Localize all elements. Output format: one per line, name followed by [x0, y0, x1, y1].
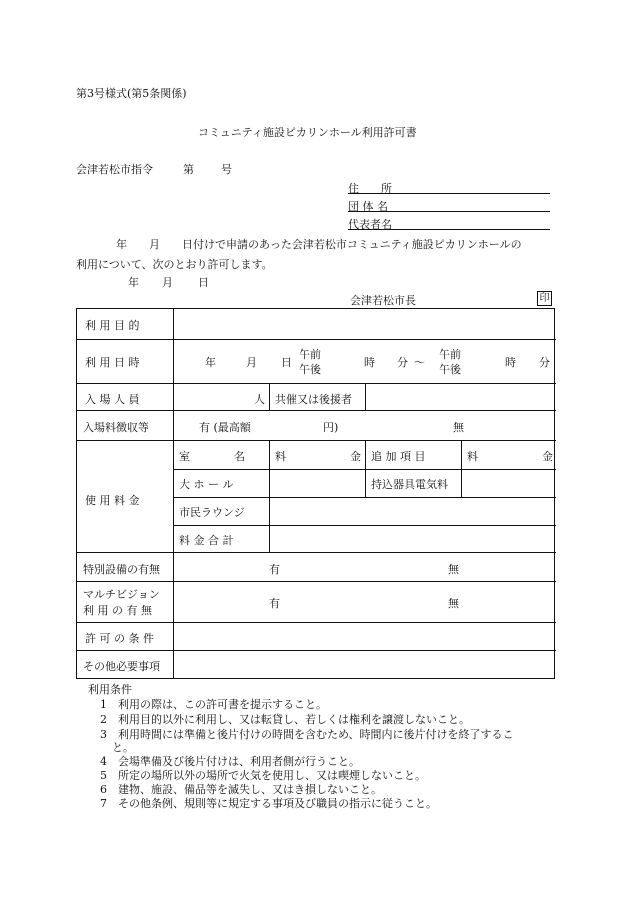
attendance-label: 入 場 人 員: [85, 393, 140, 406]
date-nen: 年: [128, 276, 139, 289]
col-divider: [269, 383, 270, 410]
purpose-label: 利 用 目 的: [85, 319, 140, 332]
total-label: 料 金 合 計: [179, 534, 234, 547]
fee-no[interactable]: 無: [453, 421, 464, 434]
col-divider: [269, 440, 270, 552]
col-divider: [365, 440, 366, 497]
usage-fee-label: 使 用 料 金: [85, 494, 140, 507]
condition-item: 5 所定の場所以外の場所で火気を使用し、又は喫煙しないこと。: [100, 769, 426, 782]
charge-header-a: 料: [275, 450, 286, 463]
condition-item: 2 利用目的以外に利用し、又は転貸し、若しくは権利を譲渡しないこと。: [100, 713, 470, 726]
datetime-nen: 年: [205, 356, 216, 369]
condition-item: 6 建物、施設、備品等を滅失し、又はき損しないこと。: [100, 783, 382, 796]
other-label: その他必要事項: [83, 660, 160, 673]
datetime-am-2: 午前: [439, 348, 461, 361]
row-divider: [77, 440, 556, 441]
row-divider: [77, 383, 556, 384]
condition-item: 4 会場準備及び後片付けは、利用者側が行うこと。: [100, 755, 360, 768]
row-divider: [77, 339, 556, 340]
document-title: コミュニティ施設ピカリンホール利用許可書: [198, 126, 417, 139]
permit-conditions-field[interactable]: [175, 624, 553, 648]
form-number: 第3号様式(第5条関係): [76, 87, 187, 100]
conditions-title: 利用条件: [88, 683, 132, 696]
datetime-fun-2: 分: [539, 356, 550, 369]
order-prefix: 会津若松市指令: [76, 163, 153, 176]
multivision-label-1: マルチビジョン: [83, 588, 160, 601]
lounge-charge-field[interactable]: [271, 499, 553, 523]
attendance-nin: 人: [254, 393, 265, 406]
order-dai: 第: [183, 163, 194, 176]
row-divider: [77, 581, 556, 582]
datetime-hi: 日: [281, 356, 292, 369]
datetime-ji-2: 時: [505, 356, 516, 369]
condition-item: 1 利用の際は、この許可書を提示すること。: [100, 698, 327, 711]
datetime-tsuki: 月: [246, 356, 257, 369]
row-divider: [173, 525, 556, 526]
body-line-2: 利用について、次のとおり許可します。: [76, 258, 273, 271]
sponsor-field[interactable]: [367, 385, 553, 408]
row-divider: [77, 552, 556, 553]
datetime-label: 利 用 日 時: [85, 356, 140, 369]
permit-conditions-label: 許 可 の 条 件: [85, 632, 154, 645]
special-no[interactable]: 無: [448, 563, 459, 576]
fee-yen: 円): [323, 421, 339, 434]
row-divider: [77, 650, 556, 651]
applicant-group-label: 団 体 名: [348, 200, 388, 213]
other-field[interactable]: [175, 652, 553, 676]
datetime-fun-1: 分: [397, 356, 408, 369]
sponsor-label: 共催又は後援者: [275, 393, 352, 406]
multivision-no[interactable]: 無: [448, 597, 459, 610]
applicant-rep-label: 代表者名: [348, 218, 392, 231]
applicant-rep-line[interactable]: [348, 229, 550, 230]
permit-table: [76, 308, 555, 679]
row-divider: [77, 410, 556, 411]
purpose-field[interactable]: [175, 311, 553, 337]
charge-header-b: 金: [350, 450, 361, 463]
datetime-kara: ～: [414, 356, 425, 369]
extra-electric: 持込器具電気料: [371, 478, 448, 491]
special-yes[interactable]: 有: [269, 563, 280, 576]
seal-stamp-box: 印: [537, 291, 552, 306]
applicant-address-line[interactable]: [348, 193, 550, 194]
extra-header: 追 加 項 目: [371, 450, 426, 463]
applicant-address-label: 住 所: [348, 182, 392, 195]
multivision-label-2: 利 用 の 有 無: [83, 604, 152, 617]
datetime-pm-2: 午後: [439, 363, 461, 376]
condition-item: と。: [112, 741, 134, 754]
special-label: 特別設備の有無: [83, 563, 160, 576]
fee-yes[interactable]: 有 (最高額: [199, 421, 251, 434]
charge2-header-a: 料: [467, 450, 478, 463]
condition-item: 7 その他条例、規則等に規定する事項及び職員の指示に従うこと。: [100, 797, 437, 810]
order-go: 号: [221, 163, 232, 176]
multivision-yes[interactable]: 有: [269, 597, 280, 610]
date-hi: 日: [198, 276, 209, 289]
room-lounge: 市民ラウンジ: [179, 506, 245, 519]
col-divider: [173, 309, 174, 678]
electric-charge-field[interactable]: [463, 471, 553, 495]
col-divider: [365, 383, 366, 410]
datetime-ji-1: 時: [364, 356, 375, 369]
issuer-name: 会津若松市長: [350, 294, 416, 307]
applicant-group-line[interactable]: [348, 211, 550, 212]
charge2-header-b: 金: [542, 450, 553, 463]
room-header: 室 名: [179, 450, 245, 463]
body-line-1: 年 月 日付けで申請のあった会津若松市コミュニティ施設ピカリンホールの: [94, 238, 522, 251]
fee-label: 入場料徴収等: [83, 421, 149, 434]
total-field[interactable]: [271, 527, 553, 550]
datetime-am-1: 午前: [299, 348, 321, 361]
main-hall-charge-field[interactable]: [271, 471, 363, 495]
room-main-hall: 大 ホ ー ル: [179, 478, 234, 491]
condition-item: 3 利用時間には準備と後片付けの時間を含むため、時間内に後片付けを終了するこ: [100, 728, 514, 741]
datetime-pm-1: 午後: [299, 363, 321, 376]
col-divider: [461, 440, 462, 497]
date-tsuki: 月: [162, 276, 173, 289]
row-divider: [173, 497, 556, 498]
row-divider: [77, 622, 556, 623]
